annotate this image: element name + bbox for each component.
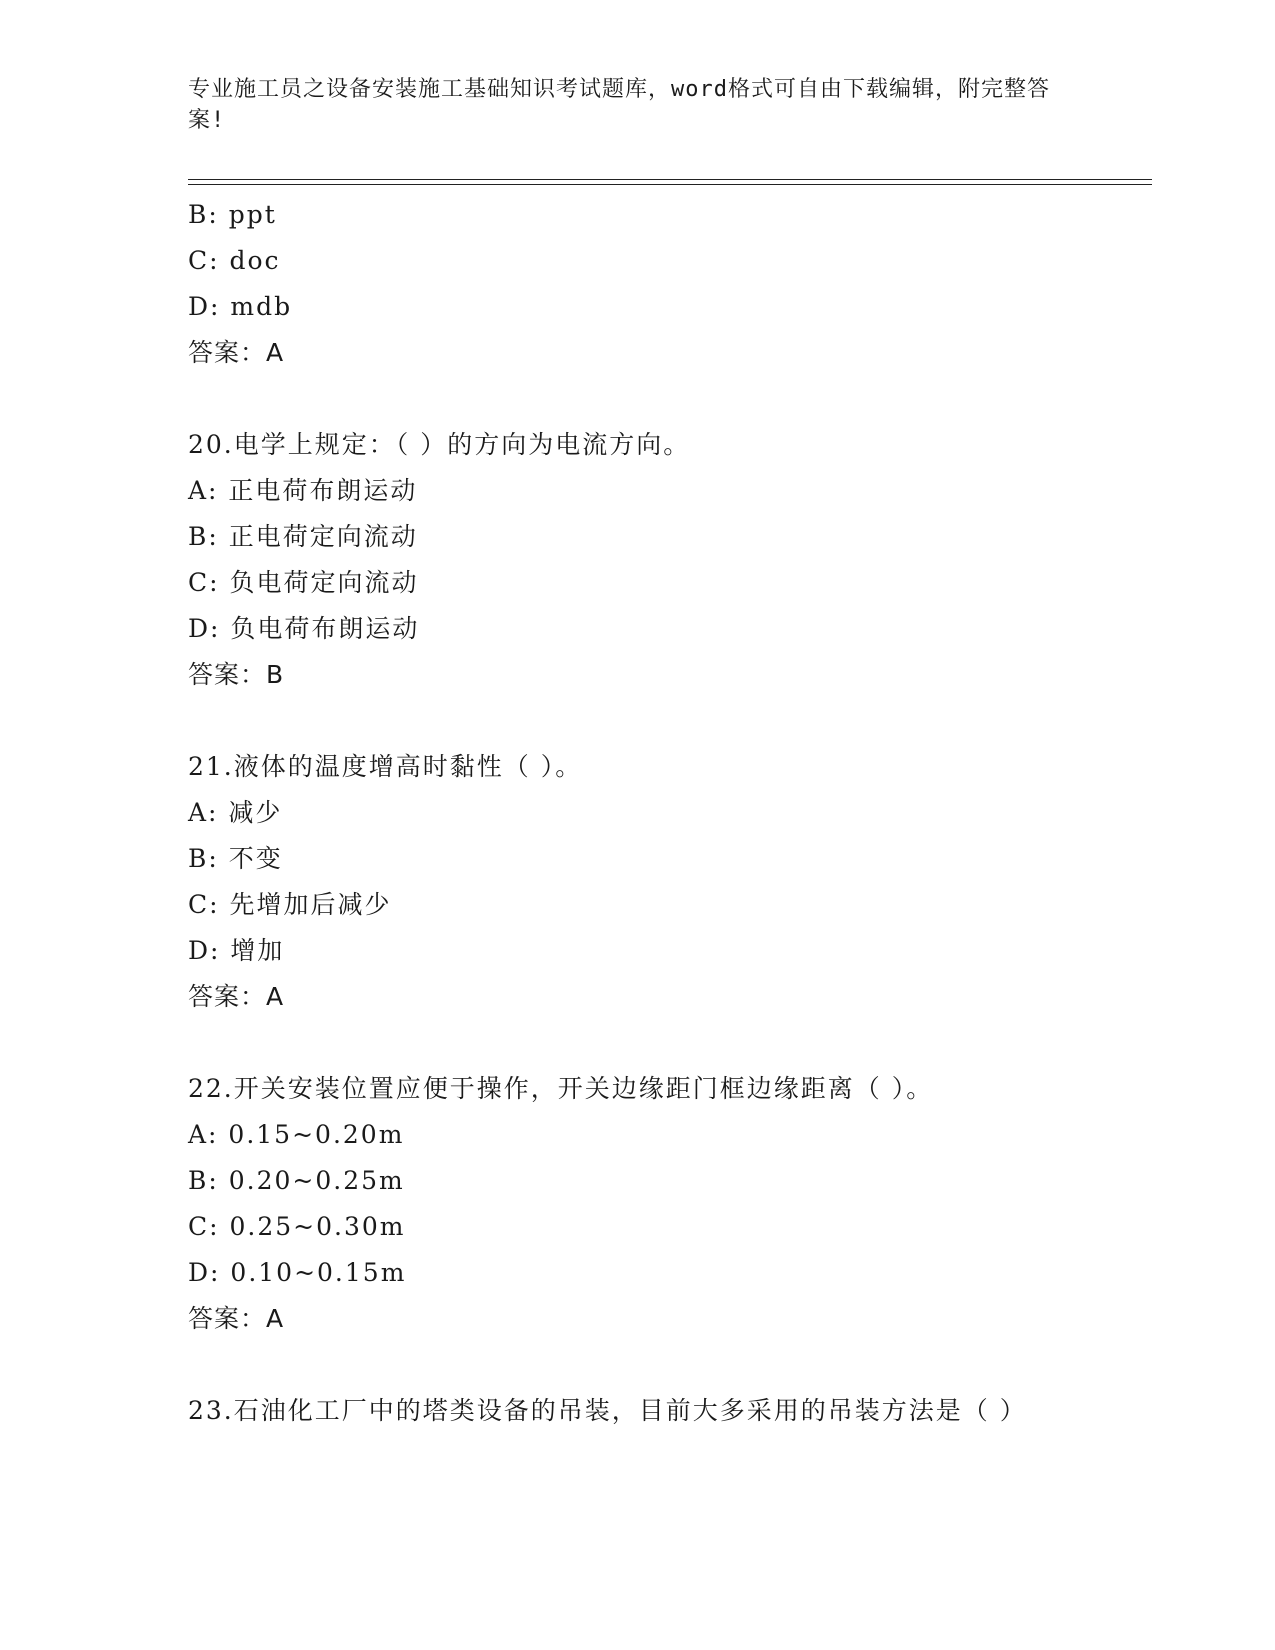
answer-label: 答案：A [188,982,285,1011]
question-stem: 23.石油化工厂中的塔类设备的吊装，目前大多采用的吊装方法是（ ） [188,1396,1027,1425]
option-d: D: 增加 [188,936,285,965]
option-a: A: 正电荷布朗运动 [188,476,418,505]
header-rule-bottom [188,184,1152,185]
question-list [188,192,1088,1434]
answer-label: 答案：A [188,338,285,367]
page-header: 专业施工员之设备安装施工基础知识考试题库，word格式可自由下载编辑，附完整答案! [188,77,1050,133]
option-d: D: mdb [188,292,293,321]
option-b: B: ppt [188,200,277,229]
option-b: B: 0.20~0.25m [188,1166,405,1195]
option-c: C: doc [188,246,281,275]
option-c: C: 先增加后减少 [188,890,392,919]
question-block-21 [188,744,1088,1020]
question-block-22 [188,1066,1088,1342]
option-d: D: 负电荷布朗运动 [188,614,420,643]
option-a: A: 0.15~0.20m [188,1120,405,1149]
question-block-23 [188,1388,1088,1434]
header-rule-top [188,179,1152,180]
option-b: B: 不变 [188,844,283,873]
question-stem: 20.电学上规定：（ ）的方向为电流方向。 [188,430,691,459]
option-d: D: 0.10~0.15m [188,1258,407,1287]
option-b: B: 正电荷定向流动 [188,522,418,551]
option-c: C: 负电荷定向流动 [188,568,419,597]
question-stem: 21.液体的温度增高时黏性（ ）。 [188,752,583,781]
question-block-19 [188,192,1088,376]
question-block-20 [188,422,1088,698]
question-stem: 22.开关安装位置应便于操作，开关边缘距门框边缘距离（ ）。 [188,1074,934,1103]
answer-label: 答案：B [188,660,285,689]
option-c: C: 0.25~0.30m [188,1212,406,1241]
option-a: A: 减少 [188,798,283,827]
answer-label: 答案：A [188,1304,285,1333]
